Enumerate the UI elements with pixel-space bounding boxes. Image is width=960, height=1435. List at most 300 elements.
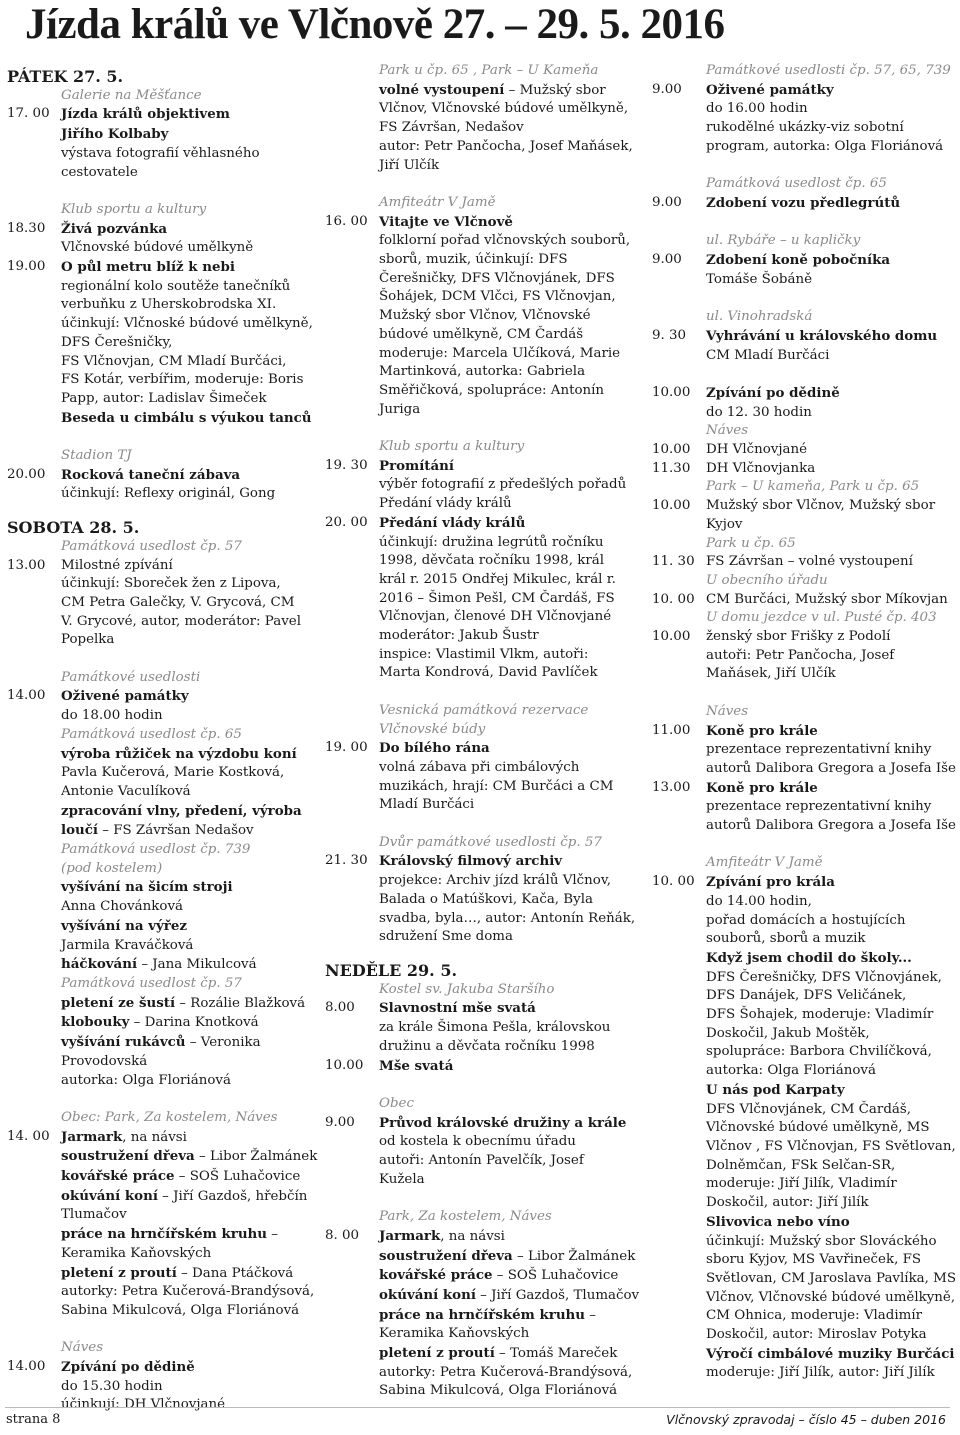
event-text: Jarmila Kraváčková bbox=[61, 937, 194, 953]
event-text: folklorní pořad vlčnovských souborů, bbox=[379, 233, 631, 249]
event-line bbox=[379, 759, 630, 778]
event-details bbox=[706, 194, 952, 214]
spacer bbox=[7, 650, 307, 669]
event-time: 21. 30 bbox=[325, 853, 368, 869]
event-line bbox=[379, 1286, 639, 1306]
event-time: 19.00 bbox=[7, 259, 46, 275]
event-details bbox=[61, 557, 307, 651]
program-entry bbox=[652, 384, 952, 441]
event-text: autoři: Petr Pančocha, Josef bbox=[706, 647, 895, 663]
event-line bbox=[706, 516, 952, 535]
event-line bbox=[379, 646, 630, 665]
event-line bbox=[706, 251, 952, 271]
time-slot-empty bbox=[7, 538, 61, 557]
event-line bbox=[61, 1358, 307, 1378]
event-line bbox=[379, 401, 630, 420]
venue-row bbox=[652, 308, 952, 327]
event-details bbox=[706, 251, 952, 289]
venue-label: Obec bbox=[379, 1095, 414, 1111]
event-line bbox=[61, 220, 307, 240]
event-line bbox=[379, 1133, 630, 1152]
event-text: autorů Dalibora Gregora a Josefa Iše bbox=[706, 760, 956, 776]
event-line bbox=[379, 590, 630, 609]
event-time: 10.00 bbox=[325, 1057, 364, 1073]
spacer bbox=[325, 815, 630, 834]
event-text: Čerešničky, DFS Vlčnovjánek, DFS bbox=[379, 270, 615, 286]
program-entry bbox=[325, 852, 636, 947]
time-slot-empty bbox=[325, 834, 379, 853]
day-heading: NEDĚLE 29. 5. bbox=[325, 960, 458, 980]
event-text: Mladí Burčáci bbox=[379, 797, 475, 813]
event-text: – FS Závršan Nedašov bbox=[98, 823, 254, 839]
event-line bbox=[706, 441, 952, 460]
event-text: – Darina Knotková bbox=[129, 1015, 259, 1031]
event-text: výstava fotografií věhlasného bbox=[61, 145, 260, 161]
event-highlight: Jarmark bbox=[61, 1128, 123, 1145]
event-line bbox=[379, 1152, 630, 1171]
venue-label bbox=[706, 422, 952, 441]
spacer bbox=[652, 684, 952, 703]
event-text: ženský sbor Frišky z Podolí bbox=[706, 629, 891, 645]
spacer bbox=[325, 419, 630, 438]
spacer bbox=[652, 836, 952, 855]
time-slot-empty bbox=[652, 232, 706, 251]
event-line bbox=[379, 1038, 630, 1057]
event-line bbox=[706, 817, 956, 836]
event-text: Náves bbox=[706, 423, 749, 439]
event-line bbox=[379, 1266, 639, 1286]
event-text: Pavla Kučerová, Marie Kostková, bbox=[61, 765, 285, 781]
event-line bbox=[379, 457, 630, 477]
event-text: účinkují: Sboreček žen z Lipova, bbox=[61, 576, 281, 592]
event-line bbox=[379, 1019, 630, 1038]
event-text: Vlčnovské búdové umělkyně bbox=[61, 240, 254, 256]
event-time: 9.00 bbox=[652, 81, 682, 97]
event-text: Vlčnovjan, členové DH Vlčnovjané bbox=[379, 609, 612, 625]
event-text: búdové umělkyně, CM Čardáš bbox=[379, 326, 584, 342]
event-text: – Libor Žalmánek bbox=[194, 1149, 318, 1165]
spacer bbox=[325, 683, 630, 702]
program-entry bbox=[325, 999, 630, 1056]
event-details bbox=[379, 457, 630, 514]
event-text: autorů Dalibora Gregora a Josefa Iše bbox=[706, 818, 956, 834]
event-line bbox=[706, 1213, 956, 1233]
event-line bbox=[706, 100, 952, 119]
venue-label: Náves bbox=[706, 703, 749, 719]
event-text: program, autorka: Olga Floriánová bbox=[706, 138, 944, 154]
event-details bbox=[379, 1227, 639, 1401]
venue-row bbox=[325, 721, 630, 740]
venue-label bbox=[706, 572, 952, 591]
event-line bbox=[61, 485, 307, 504]
event-text: DH Vlčnovjanka bbox=[706, 460, 816, 476]
venue-row bbox=[325, 1208, 630, 1227]
event-text: autorka: Olga Floriánová bbox=[706, 1063, 876, 1079]
event-line bbox=[61, 1302, 317, 1321]
event-line bbox=[706, 1326, 956, 1345]
venue-label: Stadion TJ bbox=[61, 448, 132, 464]
event-line bbox=[706, 930, 956, 949]
event-time: 10.00 bbox=[652, 498, 691, 514]
event-details bbox=[706, 628, 952, 684]
event-time: 10.00 bbox=[652, 629, 691, 645]
event-text: Tlumačov bbox=[61, 1207, 127, 1223]
event-line bbox=[379, 999, 630, 1019]
program-entry bbox=[7, 258, 313, 428]
program-entry bbox=[325, 739, 630, 815]
time-slot-empty bbox=[652, 854, 706, 873]
time-slot-empty bbox=[325, 62, 379, 81]
program-column-3 bbox=[652, 62, 957, 1383]
event-line bbox=[61, 1072, 307, 1091]
event-details bbox=[379, 852, 635, 947]
event-text: Památková usedlost čp. 57 bbox=[61, 976, 242, 991]
venue-row bbox=[7, 447, 307, 466]
event-text: FS Kotár, verbířim, moderuje: Boris bbox=[61, 372, 304, 388]
event-highlight: výroba růžiček na výzdobu koní bbox=[61, 745, 297, 762]
venue-row bbox=[7, 201, 307, 220]
program-entry bbox=[7, 220, 307, 258]
event-text: Provodovská bbox=[61, 1053, 148, 1069]
event-details bbox=[61, 1128, 317, 1321]
event-text: Keramika Kaňovských bbox=[61, 1245, 212, 1261]
event-line bbox=[706, 647, 952, 666]
event-text: do 18.00 hodin bbox=[61, 708, 163, 724]
event-line bbox=[706, 327, 952, 347]
venue-label: Galerie na Měšťance bbox=[61, 87, 202, 103]
event-text: (pod kostelem) bbox=[61, 860, 163, 876]
event-highlight: Oživené památky bbox=[61, 688, 189, 705]
event-line bbox=[706, 760, 956, 779]
spacer bbox=[652, 157, 952, 176]
event-line bbox=[706, 1025, 956, 1044]
event-line bbox=[706, 194, 952, 214]
program-entry bbox=[652, 327, 952, 365]
event-text: Maňásek, Jiří Ulčík bbox=[706, 666, 836, 682]
event-line bbox=[706, 1062, 956, 1081]
event-text: sboru Kyjov, MS Vavřineček, FS bbox=[706, 1252, 922, 1268]
event-text: U domu jezdce v ul. Pusté čp. 403 bbox=[706, 610, 937, 626]
time-slot-empty bbox=[7, 669, 61, 688]
event-highlight: Jarmark bbox=[379, 1227, 441, 1244]
event-line bbox=[61, 334, 313, 353]
event-line bbox=[61, 707, 307, 726]
event-text: Balada o Matúškovi, Kača, Byla bbox=[379, 891, 593, 907]
event-text: , na návsi bbox=[122, 1129, 187, 1145]
event-line bbox=[61, 594, 307, 613]
event-text: Park – U kameňa, Park u čp. 65 bbox=[706, 479, 920, 495]
event-line bbox=[61, 802, 307, 822]
event-text: – Libor Žalmánek bbox=[512, 1248, 636, 1264]
event-line bbox=[61, 296, 313, 315]
event-line bbox=[706, 138, 952, 157]
event-highlight: pletení ze šustí bbox=[61, 994, 176, 1011]
event-details bbox=[61, 258, 313, 428]
event-line bbox=[61, 353, 313, 372]
event-details bbox=[706, 553, 952, 590]
event-text: autoři: Antonín Pavelčík, Josef bbox=[379, 1153, 584, 1168]
event-highlight: Když jsem chodil do školy... bbox=[706, 949, 912, 966]
event-text: Mužský sbor Vlčnov, Mužský sbor bbox=[706, 498, 936, 514]
event-text: Sabina Mikulcová, Olga Floriánová bbox=[379, 1383, 618, 1399]
venue-label: Amfiteátr V Jamě bbox=[379, 194, 496, 210]
time-slot-empty bbox=[325, 981, 379, 1000]
event-line bbox=[61, 1053, 307, 1072]
event-text: DFS Čerešničky, bbox=[61, 334, 173, 350]
event-text: DFS Čerešničky, DFS Vlčnovjánek, bbox=[706, 969, 942, 985]
program-entry bbox=[652, 553, 952, 590]
footer-divider bbox=[5, 1407, 950, 1408]
event-line bbox=[706, 591, 952, 610]
event-details bbox=[706, 873, 956, 1383]
event-time: 13.00 bbox=[652, 779, 691, 795]
event-time: 9.00 bbox=[652, 252, 682, 267]
venue-label: Park u čp. 65 , Park – U Kameňa bbox=[379, 63, 599, 78]
event-time: 9. 30 bbox=[652, 327, 687, 343]
event-line bbox=[61, 164, 307, 183]
event-line bbox=[379, 1382, 639, 1401]
event-line bbox=[61, 371, 313, 390]
event-line bbox=[61, 1206, 317, 1225]
event-text: – SOŠ Luhačovice bbox=[174, 1169, 301, 1185]
event-line bbox=[706, 949, 956, 969]
event-text: za krále Šimona Pešla, královskou bbox=[379, 1020, 611, 1036]
event-line bbox=[379, 307, 630, 326]
spacer bbox=[325, 175, 630, 194]
event-highlight: pletení z proutí bbox=[61, 1264, 177, 1281]
event-line bbox=[61, 783, 307, 802]
event-highlight: klobouky bbox=[61, 1014, 130, 1031]
event-line bbox=[706, 497, 952, 516]
event-line bbox=[706, 1364, 956, 1383]
event-text: do 12. 30 hodin bbox=[706, 404, 812, 420]
event-text: – SOŠ Luhačovice bbox=[492, 1268, 619, 1284]
time-slot-empty bbox=[652, 703, 706, 722]
spacer bbox=[325, 1189, 630, 1208]
event-highlight: vyšívání na šicím stroji bbox=[61, 879, 233, 896]
event-text: výběr fotografií z předešlých pořadů bbox=[379, 477, 627, 493]
event-text: FS Závršan – volné vystoupení bbox=[706, 554, 913, 570]
spacer bbox=[7, 504, 307, 513]
event-time bbox=[325, 81, 379, 176]
event-text: Předání vlády králů bbox=[379, 496, 512, 512]
venue-label: Náves bbox=[61, 1340, 104, 1356]
event-time: 8. 00 bbox=[325, 1227, 360, 1243]
event-line bbox=[706, 741, 956, 760]
event-highlight: Jízda králů objektivem bbox=[61, 106, 230, 123]
event-line bbox=[379, 1114, 630, 1134]
event-line bbox=[379, 345, 630, 364]
spacer bbox=[7, 1090, 307, 1109]
event-text: CM Mladí Burčáci bbox=[706, 347, 830, 363]
program-entry bbox=[325, 1057, 630, 1077]
event-highlight: Rocková taneční zábava bbox=[61, 466, 241, 483]
event-text: 2016 – Šimon Pešl, CM Čardáš, FS bbox=[379, 590, 615, 606]
program-entry bbox=[325, 81, 633, 176]
event-line bbox=[706, 1157, 956, 1176]
program-entry bbox=[652, 628, 952, 684]
event-line bbox=[61, 1245, 317, 1264]
event-line bbox=[706, 1251, 956, 1270]
venue-row bbox=[325, 194, 630, 213]
event-line bbox=[379, 119, 633, 138]
event-text: Památková usedlost čp. 65 bbox=[61, 726, 242, 742]
program-entry bbox=[652, 873, 957, 1383]
event-line bbox=[706, 987, 956, 1006]
event-line bbox=[706, 1345, 956, 1365]
event-line bbox=[379, 1057, 630, 1077]
event-highlight: soustružení dřeva bbox=[379, 1247, 513, 1264]
event-line bbox=[379, 664, 630, 683]
event-line bbox=[379, 796, 630, 815]
event-highlight: volné vystoupení bbox=[379, 81, 505, 98]
event-line bbox=[61, 1167, 317, 1187]
event-line bbox=[379, 534, 630, 553]
event-text: DH Vlčnovjané bbox=[706, 442, 808, 457]
time-slot-empty bbox=[652, 308, 706, 327]
event-text: Doskočil, Jakub Moštěk, bbox=[706, 1025, 870, 1041]
event-line bbox=[61, 878, 307, 898]
event-line bbox=[379, 1247, 639, 1267]
event-text: Jiří Ulčík bbox=[379, 157, 440, 173]
event-line bbox=[379, 739, 630, 759]
event-line bbox=[379, 157, 633, 176]
spacer bbox=[7, 182, 307, 201]
event-highlight: pletení z proutí bbox=[379, 1345, 495, 1362]
event-text: – bbox=[585, 1307, 596, 1323]
event-text: projekce: Archiv jízd králů Vlčnov, bbox=[379, 873, 612, 889]
publication-info: Vlčnovský zpravodaj – číslo 45 – duben 2016 bbox=[666, 1412, 946, 1427]
event-details bbox=[61, 105, 307, 182]
event-line bbox=[379, 627, 630, 646]
event-text: autorky: Petra Kučerová-Brandýsová, bbox=[61, 1284, 315, 1300]
event-time: 10. 00 bbox=[652, 874, 695, 890]
event-line bbox=[61, 315, 313, 334]
venue-row bbox=[7, 669, 307, 688]
venue-row bbox=[325, 702, 630, 721]
event-highlight: Koně pro krále bbox=[706, 779, 818, 796]
event-text: DFS Vlčnovjánek, CM Čardáš, bbox=[706, 1101, 911, 1117]
event-line bbox=[61, 557, 307, 576]
event-line bbox=[379, 100, 633, 119]
event-line bbox=[379, 1171, 630, 1190]
event-highlight: Průvod královské družiny a krále bbox=[379, 1114, 627, 1131]
event-line bbox=[379, 81, 633, 101]
event-details bbox=[61, 687, 307, 1090]
event-details bbox=[379, 81, 633, 176]
event-line bbox=[61, 1013, 307, 1033]
venue-row bbox=[652, 175, 952, 194]
venue-label: Obec: Park, Za kostelem, Náves bbox=[61, 1109, 278, 1125]
program-entry bbox=[325, 1227, 640, 1401]
event-details bbox=[706, 497, 952, 553]
event-text: sborů, muzik, účinkují: DFS bbox=[379, 252, 568, 268]
event-line bbox=[379, 270, 630, 289]
program-entry bbox=[325, 514, 630, 683]
event-line bbox=[379, 1325, 639, 1344]
program-entry bbox=[7, 105, 307, 182]
event-line bbox=[706, 912, 956, 931]
event-text: Keramika Kaňovských bbox=[379, 1326, 530, 1342]
event-text: – Jana Mikulcová bbox=[137, 957, 257, 973]
event-highlight: okúvání koní bbox=[61, 1187, 158, 1204]
event-time: 14.00 bbox=[7, 688, 46, 704]
event-text: – Veronika bbox=[185, 1035, 261, 1051]
time-slot-empty bbox=[7, 447, 61, 466]
venue-label bbox=[61, 841, 307, 860]
event-text: volná zábava při cimbálových bbox=[379, 759, 580, 775]
event-highlight: Promítání bbox=[379, 457, 454, 474]
event-line bbox=[61, 278, 313, 297]
event-line bbox=[61, 955, 307, 975]
spacer bbox=[325, 947, 630, 956]
event-text: – Tomáš Mareček bbox=[494, 1346, 618, 1362]
event-text: Anna Chovánková bbox=[61, 899, 183, 915]
spacer bbox=[652, 365, 952, 384]
venue-row bbox=[652, 703, 952, 722]
event-highlight: Mše svatá bbox=[379, 1057, 454, 1074]
event-details bbox=[706, 722, 956, 779]
event-text: 1998, děvčata ročníku 1998, král bbox=[379, 553, 604, 569]
event-text: účinkují: Mužský sbor Slováckého bbox=[706, 1233, 937, 1249]
event-text: Památková usedlost čp. 739 bbox=[61, 842, 251, 858]
event-text: CM Burčáci, Mužský sbor Míkovjan bbox=[706, 591, 948, 607]
event-text: – bbox=[267, 1227, 278, 1243]
event-details bbox=[61, 466, 307, 504]
event-text: král r. 2015 Ondřej Mikulec, král r. bbox=[379, 571, 616, 587]
event-details bbox=[379, 999, 630, 1056]
event-details bbox=[379, 1114, 630, 1190]
event-text: moderuje: Marcela Ulčíková, Marie bbox=[379, 345, 621, 361]
day-heading: SOBOTA 28. 5. bbox=[7, 518, 140, 538]
event-highlight: práce na hrnčířském kruhu bbox=[379, 1306, 586, 1323]
event-line bbox=[706, 665, 952, 684]
time-slot-empty bbox=[325, 438, 379, 457]
program-entry bbox=[652, 81, 952, 157]
program-entry bbox=[652, 591, 952, 628]
event-line bbox=[61, 917, 307, 937]
event-line bbox=[379, 1364, 639, 1383]
event-line bbox=[379, 872, 635, 891]
venue-row bbox=[7, 87, 307, 106]
event-details bbox=[706, 327, 952, 365]
event-text: do 16.00 hodin bbox=[706, 101, 808, 117]
event-highlight: Zpívání po dědině bbox=[61, 1359, 195, 1376]
event-line bbox=[61, 1225, 317, 1245]
venue-row bbox=[652, 854, 952, 873]
event-line bbox=[706, 1101, 956, 1120]
event-line bbox=[379, 778, 630, 797]
event-details bbox=[379, 213, 630, 420]
event-text: Sabina Mikulcová, Olga Floriánová bbox=[61, 1302, 300, 1318]
event-highlight: práce na hrnčířském kruhu bbox=[61, 1226, 268, 1243]
event-line bbox=[706, 893, 956, 912]
event-line bbox=[61, 631, 307, 650]
event-line bbox=[379, 514, 630, 534]
event-text: Papp, autor: Ladislav Šimeček bbox=[61, 390, 267, 406]
event-text: regionální kolo soutěže tanečníků bbox=[61, 278, 291, 294]
event-highlight: kovářské práce bbox=[379, 1267, 493, 1284]
event-time: 11.00 bbox=[652, 722, 691, 738]
event-time: 13.00 bbox=[7, 557, 46, 573]
event-text: FS Vlčnovjan, CM Mladí Burčáci, bbox=[61, 353, 287, 369]
event-line bbox=[706, 81, 952, 101]
event-details bbox=[706, 779, 956, 836]
event-text: účinkují: družina legrútů ročníku bbox=[379, 534, 604, 550]
program-entry bbox=[325, 213, 630, 420]
event-time: 20. 00 bbox=[325, 514, 368, 530]
event-time: 19. 30 bbox=[325, 457, 368, 473]
